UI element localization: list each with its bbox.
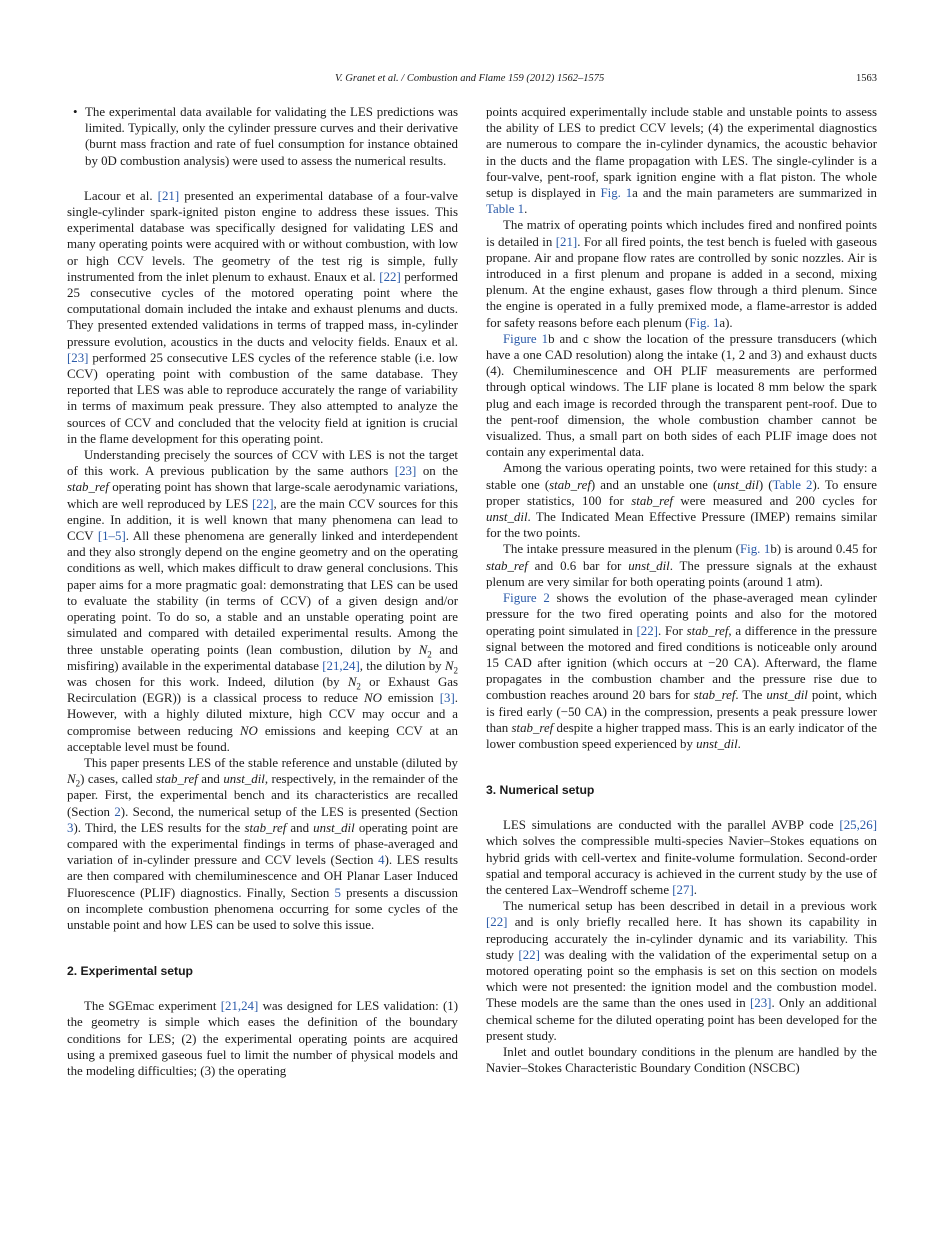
paragraph-understanding: Understanding precisely the sources of CCV with LES is not the target of this work. A previous publication by the same authors [23] on the stab_ref operating point has shown that large-scale aerodynamic variations, which are well reproduced by LES [22], are the main CCV sources for this engine. In addition, it is well known that many phenomena can lead to CCV [1–5]. All these phenomena are generally linked and interdependent and they also strongly depend on the engine geometry and on the operating conditions as well, which makes difficult to draw general conclusions. This paper aims for a more pragmatic goal: demonstrating that LES can be used to evaluate the stability (in terms of CCV) of a given design and/or operating point. To do so, a stable and an unstable operating point are simulated and compared with detailed experimental results. Among the three unstable operating points (lean combustion, dilution by $N_2$ and misfiring) available in the experimental database [21,24], the dilution by $N_2$ was chosen for this work. Indeed, dilution (by $N_2$ or Exhaust Gas Recirculation (EGR)) is a classical process to reduce NO emission [3]. However, with a highly diluted mixture, high CCV may occur and a compromise between reducing NO emissions and keeping CCV at an acceptable level must be found.	[67, 448, 458, 754]
paragraph-points-acquired: points acquired experimentally include stable and unstable points to assess the ability of LES to predict CCV levels; (4) the experimental diagnostics are numerous to compare the in-cylinder dynamics, the acoustic behavior in the ducts and the flame propagation with LES. The single-cylinder is a four-valve, pent-roof, spark ignition engine with a flat piston. The whole setup is displayed in Fig. 1a and the main parameters are summarized in Table 1.	[486, 105, 878, 217]
figure-link[interactable]: Figure 2	[503, 591, 550, 606]
citation-link[interactable]: [27]	[672, 882, 694, 897]
page-number: 1563	[856, 73, 877, 84]
citation-link[interactable]: [21]	[157, 188, 180, 203]
section-link[interactable]: 5	[334, 885, 341, 900]
paragraph-numerical-setup-detail: The numerical setup has been described in detail in a previous work [22] and is only briefly recalled here. It has shown its capability in reproducing accurately the in-cylinder dynamic and its variability. This study [22] was dealing with the validation of the experimental setup on a motored operating point so the emphasis is set on this section on models which were not presented: the ignition model and the combustion model. These models are the same than the ones used in [23]. Only an additional chemical scheme for the diluted operating point has been developed for the present study.	[486, 899, 877, 1043]
figure-link[interactable]: Figure 1	[503, 331, 549, 346]
bullet-text: The experimental data available for validating the LES predictions was limited. Typically, only the cylinder pressure curves and their derivative (burnt mass fraction and rate of fuel consumption for instance obtained by 0D combustion analysis) were used to assess the numerical results.	[85, 105, 458, 168]
section-link[interactable]: 2	[114, 804, 121, 819]
figure-link[interactable]: Fig. 1	[739, 542, 771, 557]
citation-link[interactable]: [21]	[555, 234, 578, 249]
table-link[interactable]: Table 1	[486, 202, 525, 217]
right-column	[486, 104, 877, 1076]
citation-link[interactable]: [22]	[486, 915, 508, 930]
citation-link[interactable]: [23]	[749, 996, 772, 1011]
paragraph-operating-points: Among the various operating points, two were retained for this study: a stable one (stab_ref) and an unstable one (unst_dil) (Table 2). To ensure proper statistics, 100 for stab_ref were measured and 200 cycles for unst_dil. The Indicated Mean Effective Pressure (IMEP) remains similar for the two points.	[486, 461, 877, 541]
spacer	[67, 169, 458, 188]
section-link[interactable]: 4	[378, 853, 385, 868]
paragraph-avbp: LES simulations are conducted with the parallel AVBP code [25,26] which solves the compressible multi-species Navier–Stokes equations on hybrid grids with cell-vertex and finite-volume formulation. Second-order spatial and temporal accuracy is achieved in the current study by the use of the centered Lax–Wendroff scheme [27].	[486, 818, 877, 897]
paragraph-this-paper: This paper presents LES of the stable reference and unstable (diluted by $N_2$) cases, called stab_ref and unst_dil, respectively, in the remainder of the paper. First, the experimental bench and its characteristics are recalled (Section 2). Second, the numerical setup of the LES is presented (Section 3). Third, the LES results for the stab_ref and unst_dil operating point are compared with the experimental findings in terms of phase-averaged and variation of in-cylinder pressure and CCV levels (Section 4). LES results are then compared with chemiluminescence and OH Planar Laser Induced Fluorescence (PLIF) diagnostics. Finally, Section 5 presents a discussion on incomplete combustion phenomena occurring for some cycles of the unstable point and how LES can be used to solve this issue.	[67, 755, 459, 932]
citation-link[interactable]: [22]	[379, 269, 401, 284]
citation-link[interactable]: [3]	[439, 691, 455, 706]
citation-link[interactable]: [22]	[518, 947, 540, 962]
citation-link[interactable]: [1–5]	[97, 529, 126, 544]
citation-link[interactable]: [21,24]	[322, 658, 360, 673]
figure-link[interactable]: Fig. 1	[600, 186, 633, 201]
section-link[interactable]: 3	[67, 820, 74, 835]
spacer	[486, 752, 877, 782]
citation-link[interactable]: [23]	[394, 464, 417, 479]
paragraph-transducers: Figure 1b and c show the location of the pressure transducers (which have a one CAD resolution) along the intake (1, 2 and 3) and exhaust ducts (4). Chemiluminescence and OH PLIF measurements are performed through optical windows. The LIF plane is located 8 mm below the spark plug and each image is recorded through the transparent pent-roof. Due to the pent-roof dimension, the whole combustion chamber cannot be visualized. Thus, a small part on both sides of each PLIF image does not contain any experimental data.	[486, 331, 877, 460]
paragraph-boundary-conditions: Inlet and outlet boundary conditions in the plenum are handled by the Navier–Stokes Characteristic Boundary Condition (NSCBC)	[486, 1044, 877, 1076]
paragraph-lacour: Lacour et al. [21] presented an experimental database of a four-valve single-cylinder spark-ignited piston engine to address these issues. This experimental database was specifically designed for validating LES and many operating points were acquired with or without combustion, with low or high CCV levels. The geometry of the test rig is simple, fully instrumented from the inlet plenum to exhaust. Enaux et al. [22] performed 25 consecutive cycles of the motored operating point where the computational domain included the intake and exhaust plenums and ducts. They presented extended validations in terms of trapped mass, in-cylinder pressure evolution, acoustics in the ducts and velocity fields. Enaux et al. [23] performed 25 consecutive LES cycles of the reference stable (i.e. low CCV) operating point with combustion of the same database. They reported that LES was able to reproduce accurately the range of variability in terms of maximum peak pressure. They also attempted to analyze the sources of CCV and concluded that the velocity field at ignition is crucial in the flame development for this operating point.	[67, 188, 458, 446]
citation-link[interactable]: [25,26]	[839, 818, 877, 833]
running-header	[67, 72, 877, 88]
citation-link[interactable]: [23]	[67, 350, 89, 365]
spacer	[486, 798, 877, 817]
paragraph-figure2: Figure 2 shows the evolution of the phase-averaged mean cylinder pressure for the two fired operating points and also for the motored operating point simulated in [22]. For stab_ref, a difference in the pressure signal between the motored and fired conditions is noticeable only around 15 CAD after ignition (which occurs at −20 CA). Afterward, the flame propagates in the combustion chamber and the pressure rise due to combustion reaches around 20 bars for stab_ref. The unst_dil point, which is fired early (−50 CA) in the compression, presents a peak pressure lower than stab_ref despite a higher trapped mass. This is an early indicator of the lower combustion speed experienced by unst_dil.	[486, 591, 878, 751]
paragraph-sgemac: The SGEmac experiment [21,24] was designed for LES validation: (1) the geometry is simple which eases the definition of the boundary conditions for LES; (2) the experimental operating points are acquired using a premixed gaseous fuel to limit the number of physical models and the modeling difficulties; (3) the operating	[67, 999, 458, 1078]
section-heading-experimental-setup: 2. Experimental setup	[67, 964, 193, 979]
journal-reference: V. Granet et al. / Combustion and Flame 159 (2012) 1562–1575	[335, 73, 605, 84]
citation-link[interactable]: [22]	[252, 496, 274, 511]
table-link[interactable]: Table 2	[772, 477, 813, 492]
figure-link[interactable]: Fig. 1	[689, 315, 720, 330]
spacer	[67, 979, 458, 998]
paragraph-intake-pressure: The intake pressure measured in the plenum (Fig. 1b) is around 0.45 for stab_ref and 0.6 bar for unst_dil. The pressure signals at the exhaust plenum are very similar for both operating points (around 1 atm).	[486, 542, 877, 589]
bullet-item	[67, 104, 458, 169]
paragraph-matrix: The matrix of operating points which includes fired and nonfired points is detailed in [21]. For all fired points, the test bench is fueled with gaseous propane. Air and propane flow rates are controlled by sonic nozzles. Air is introduced in a first plenum and propane is added in a second, mixing plenum. At the engine exhaust, gases flow through a third plenum. Since the engine is operated in a fully premixed mode, a flame-arrestor is added for safety reasons before each plenum (Fig. 1a).	[486, 218, 877, 330]
section-heading-numerical-setup: 3. Numerical setup	[486, 783, 595, 798]
citation-link[interactable]: [21,24]	[220, 999, 259, 1014]
spacer	[67, 933, 458, 963]
bullet-marker: •	[73, 105, 78, 119]
citation-link[interactable]: [22]	[636, 623, 658, 638]
left-column	[67, 104, 458, 1079]
